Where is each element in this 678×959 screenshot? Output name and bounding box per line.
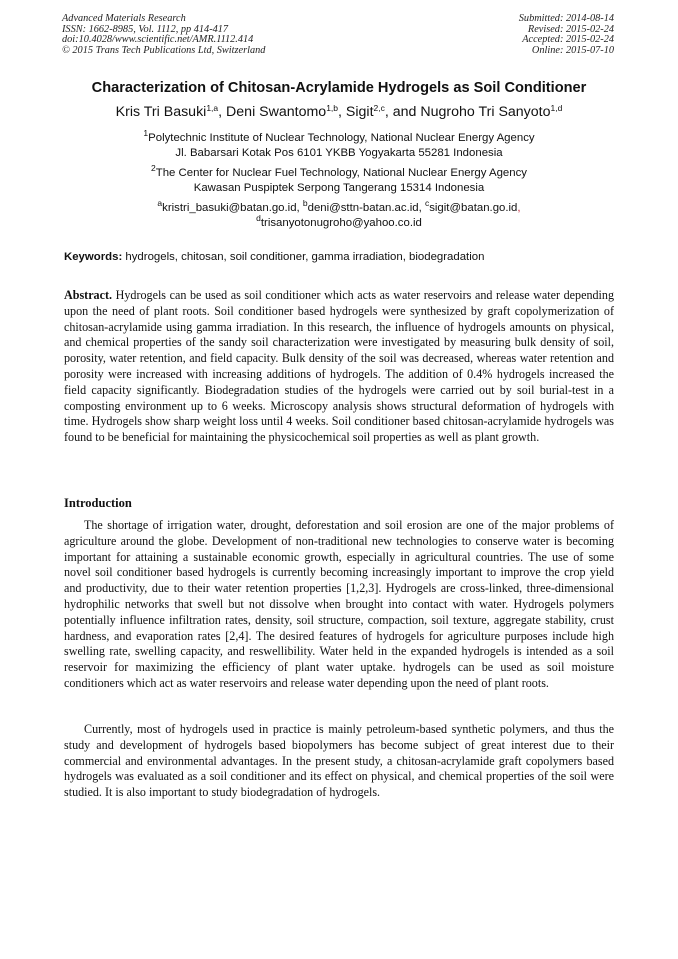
- section-heading-introduction: Introduction: [64, 496, 132, 510]
- author-name: Kris Tri Basuki: [115, 104, 207, 120]
- keywords-text: hydrogels, chitosan, soil conditioner, gamma irradiation, biodegradation: [125, 251, 485, 263]
- affiliation-2: [40, 163, 638, 196]
- keywords-line: [64, 251, 616, 263]
- email-marker: a: [157, 198, 163, 208]
- author-separator: ,: [338, 104, 346, 120]
- email-link[interactable]: sigit@batan.go.id: [429, 202, 518, 214]
- online-date: Online: 2015-07-10: [531, 44, 614, 56]
- email-link[interactable]: kristri_basuki@batan.go.id,: [162, 202, 300, 214]
- author-name: Nugroho Tri Sanyoto: [420, 104, 551, 120]
- copyright-notice: © 2015 Trans Tech Publications Ltd, Switzerland: [62, 44, 266, 56]
- email-marker: c: [424, 198, 430, 208]
- affiliation-marker: 2: [151, 163, 156, 173]
- author-list: [40, 104, 638, 120]
- doi-link[interactable]: doi:10.4028/www.scientific.net/AMR.1112.414: [62, 34, 254, 46]
- affiliation-marker: 1: [143, 128, 149, 138]
- author-affiliation-marker: 2,c: [373, 103, 385, 113]
- author-name: Sigit: [345, 104, 374, 120]
- author-affiliation-marker: 1,b: [326, 103, 339, 113]
- abstract: [64, 288, 614, 446]
- keywords-label: Keywords:: [64, 251, 123, 263]
- affiliation-1: [40, 128, 638, 161]
- author-separator: ,: [218, 104, 227, 120]
- affiliation-address: Kawasan Puspiptek Serpong Tangerang 15314 Indonesia: [193, 182, 485, 195]
- author-separator: , and: [384, 104, 421, 120]
- author-name: Deni Swantomo: [226, 104, 327, 120]
- affiliation-institution: The Center for Nuclear Fuel Technology, National Nuclear Energy Agency: [155, 167, 527, 179]
- email-link[interactable]: deni@sttn-batan.ac.id,: [307, 202, 422, 214]
- abstract-label: Abstract.: [64, 288, 113, 302]
- paper-title: Characterization of Chitosan-Acrylamide Hydrogels as Soil Conditioner: [91, 80, 587, 96]
- journal-info-header: [62, 14, 265, 56]
- email-link[interactable]: trisanyotonugroho@yahoo.co.id: [260, 217, 422, 230]
- email-separator: ,: [517, 202, 521, 214]
- issn-volume-pages: ISSN: 1662-8985, Vol. 1112, pp 414-417: [62, 23, 229, 35]
- email-marker: b: [302, 198, 308, 208]
- revised-date: Revised: 2015-02-24: [527, 23, 614, 35]
- affiliation-address: Jl. Babarsari Kotak Pos 6101 YKBB Yogyakarta 55281 Indonesia: [175, 147, 503, 160]
- author-affiliation-marker: 1,a: [206, 103, 219, 113]
- submitted-date: Submitted: 2014-08-14: [518, 13, 614, 24]
- abstract-text: Hydrogels can be used as soil conditioner which acts as water reservoirs and release water depending upon the need of plant roots. Soil conditioner based hydrogels were synthesized by graft copolymerization of chitosan-acrylamide using gamma irradiation. In this research, the influence of hydrogels amounts on physical, and chemical properties of the sandy soil characterization were investigated by measuring bulk density of soil, porosity, water retention, and field capacity. Bulk density of the soil was decreased, whereas water retention and porosity were increased with increasing additions of hydrogels. The addition of 0.4% hydrogels increased the field capacity significantly. Biodegradation studies of the hydrogels were carried out by soil burial-test in a composting environment up to 6 weeks. Microscopy analysis shows structural deformation of hydrogels with time. Hydrogels show sharp weight loss until 4 weeks. Soil conditioner based chitosan-acrylamide hydrogels was found to be beneficial for maintaining the physicochemical soil properties as well as plant growth.: [64, 288, 614, 445]
- journal-name: Advanced Materials Research: [62, 13, 186, 24]
- email-marker: d: [256, 213, 261, 224]
- submission-dates-header: [519, 14, 614, 56]
- affiliation-institution: Polytechnic Institute of Nuclear Technology, National Nuclear Energy Agency: [148, 132, 535, 144]
- author-affiliation-marker: 1,d: [550, 103, 563, 113]
- introduction-paragraph-2: Currently, most of hydrogels used in practice is mainly petroleum-based synthetic polymers, and thus the study and development of hydrogels based biopolymers has become subject of great interest due to their commercial and environmental advantages. In the present study, a chitosan-acrylamide graft copolymers based hydrogels was evaluated as a soil conditioner and its effect on physical, and chemical properties of the soil were studied. It is also important to study biodegradation of hydrogels.: [64, 722, 614, 800]
- introduction-paragraph-1: The shortage of irrigation water, drought, deforestation and soil erosion are one of the major problems of agriculture around the globe. Development of non-traditional new technologies to conserve water is becoming important for attaining a sustainable economic growth, especially in agricultural countries. The use of some novel soil conditioner based hydrogels is currently becoming increasingly important to improve the crop yield and productivity, due to their water retention properties [1,2,3]. Hydrogels are cross-linked, three-dimensional hydrophilic networks that swell but not dissolve when brought into contact with water. Hydrogels polymers potentially influence infiltration rates, density, soil structure, compaction, soil texture, aggregate stability, crust hardness, and evaporation rates [2,4]. The desired features of hydrogels for agriculture purposes include high swelling rate, swelling capacity, and reswellibility. Water held in the expanded hydrogels is intended as a soil reservoir for maximizing the efficiency of plant water uptake. hydrogels can be used as soil moisture conditioners which act as water reservoirs and release water depending upon the need of plant roots.: [64, 518, 614, 690]
- accepted-date: Accepted: 2015-02-24: [522, 34, 614, 46]
- author-emails: [40, 198, 638, 231]
